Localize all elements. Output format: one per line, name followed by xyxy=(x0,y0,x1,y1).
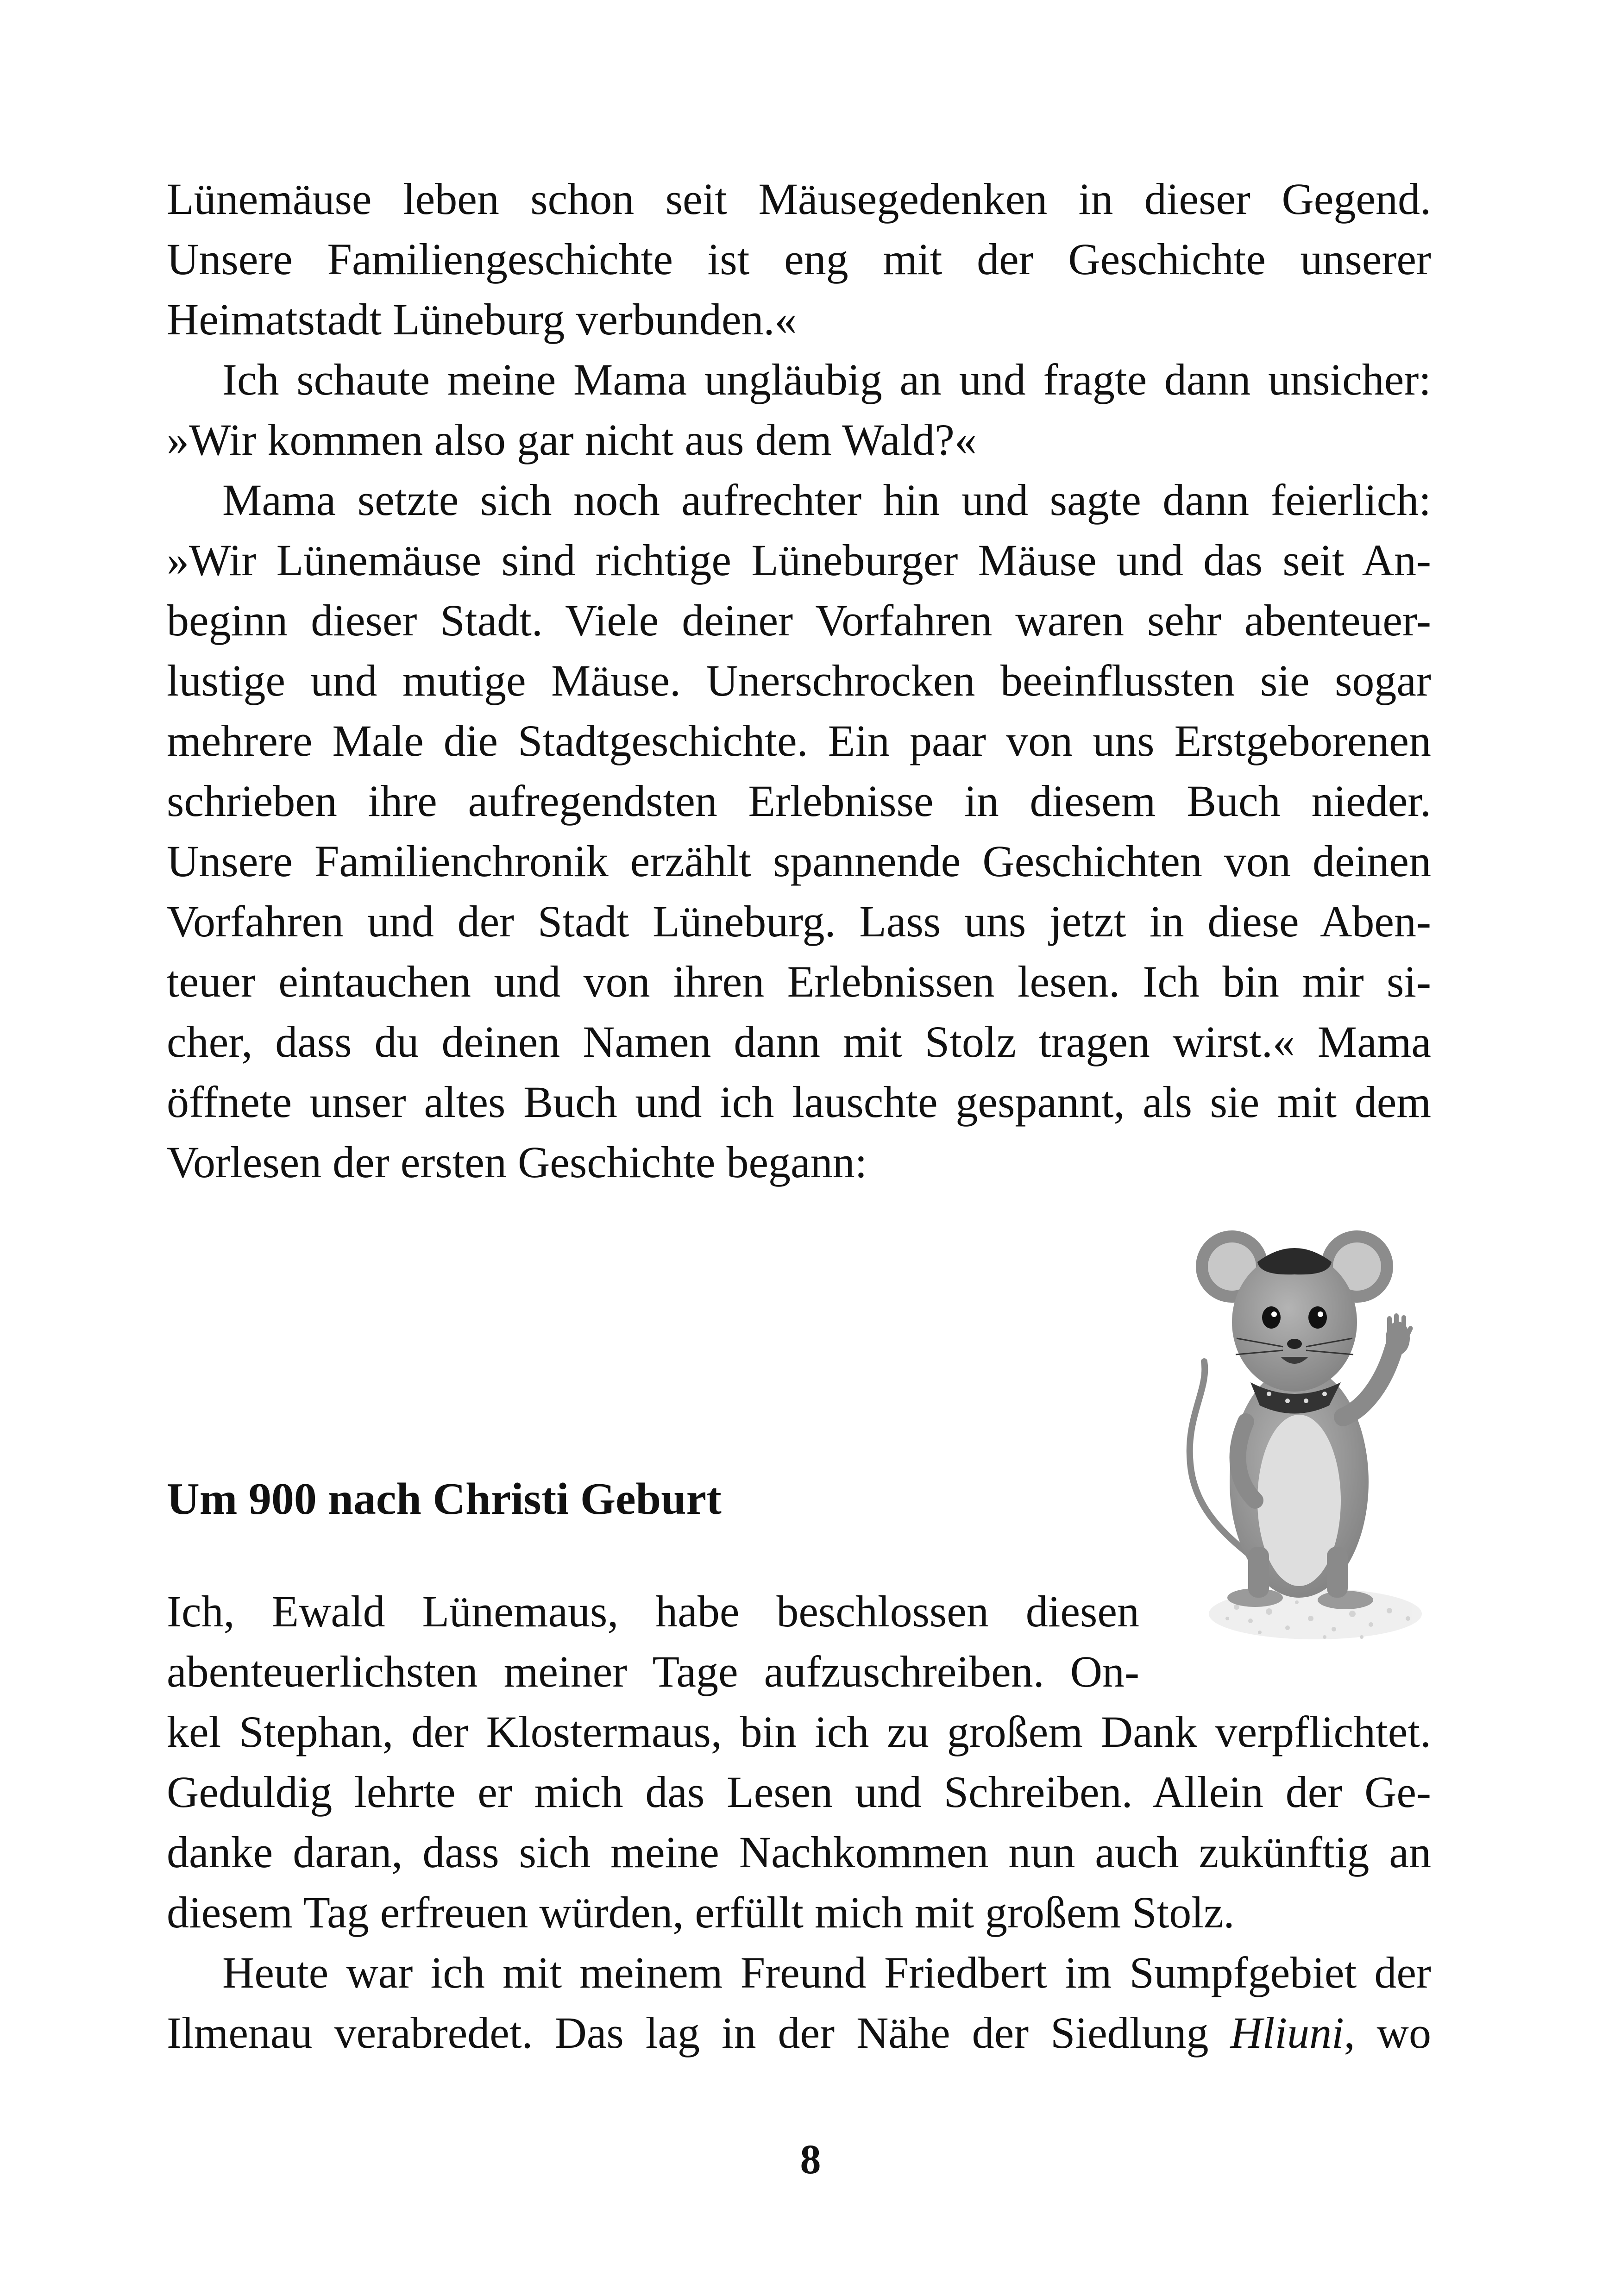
text-line: Heute war ich mit meinem Freund Friedbert im Sumpfgebiet der xyxy=(222,1948,1431,1997)
text-line: schrieben ihre aufregendsten Erlebnisse in diesem Buch nieder. xyxy=(167,776,1431,826)
text-line: kel Stephan, der Klostermaus, bin ich zu großem Dank verpflichtet. xyxy=(167,1707,1431,1757)
text-line: abenteuerlichsten meiner Tage aufzuschreiben. On- xyxy=(167,1647,1139,1696)
text-line: Lünemäuse leben schon seit Mäusegedenken in dieser Gegend. xyxy=(167,174,1431,224)
text-line: Unsere Familienchronik erzählt spannende Geschichten von deinen xyxy=(167,836,1431,886)
text-line: »Wir kommen also gar nicht aus dem Wald?« xyxy=(167,415,977,464)
text-line: lustige und mutige Mäuse. Unerschrocken beeinflussten sie sogar xyxy=(167,656,1431,705)
text-line: beginn dieser Stadt. Viele deiner Vorfahren waren sehr abenteuer- xyxy=(167,596,1431,645)
text-line: Mama setzte sich noch aufrechter hin und sagte dann feierlich: xyxy=(222,475,1431,525)
page-number: 8 xyxy=(800,2137,821,2183)
text-line: Vorlesen der ersten Geschichte begann: xyxy=(167,1137,867,1187)
text-line: danke daran, dass sich meine Nachkommen nun auch zukünftig an xyxy=(167,1827,1431,1877)
text-line: diesem Tag erfreuen würden, erfüllt mich mit großem Stolz. xyxy=(167,1888,1235,1937)
place-name-italic: Hliuni xyxy=(1230,2008,1344,2058)
text-segment: Ilmenau verabredet. Das lag in der Nähe der Siedlung xyxy=(167,2008,1231,2058)
text-line: Heimatstadt Lüneburg verbunden.« xyxy=(167,295,797,344)
text-line: Ich schaute meine Mama ungläubig an und fragte dann unsicher: xyxy=(222,355,1431,404)
text-line: teuer eintauchen und von ihren Erlebnissen lesen. Ich bin mir si- xyxy=(167,957,1431,1006)
text-line: Vorfahren und der Stadt Lüneburg. Lass uns jetzt in diese Aben- xyxy=(167,897,1431,946)
text-line: Unsere Familiengeschichte ist eng mit der Geschichte unserer xyxy=(167,234,1431,284)
text-line: »Wir Lünemäuse sind richtige Lüneburger Mäuse und das seit An- xyxy=(167,535,1431,585)
text-line: Geduldig lehrte er mich das Lesen und Schreiben. Allein der Ge- xyxy=(167,1767,1431,1817)
text-line: cher, dass du deinen Namen dann mit Stolz tragen wirst.« Mama xyxy=(167,1017,1431,1066)
text-line xyxy=(167,2003,1431,2063)
text-line: mehrere Male die Stadtgeschichte. Ein paar von uns Erstgeborenen xyxy=(167,716,1431,765)
text-segment: , wo xyxy=(1344,2008,1432,2058)
section-heading: Um 900 nach Christi Geburt xyxy=(167,1474,722,1524)
text-line: öffnete unser altes Buch und ich lauschte gespannt, als sie mit dem xyxy=(167,1077,1431,1127)
mouse-illustration xyxy=(1176,1223,1436,1667)
text-line: Ich, Ewald Lünemaus, habe beschlossen diesen xyxy=(167,1587,1139,1636)
